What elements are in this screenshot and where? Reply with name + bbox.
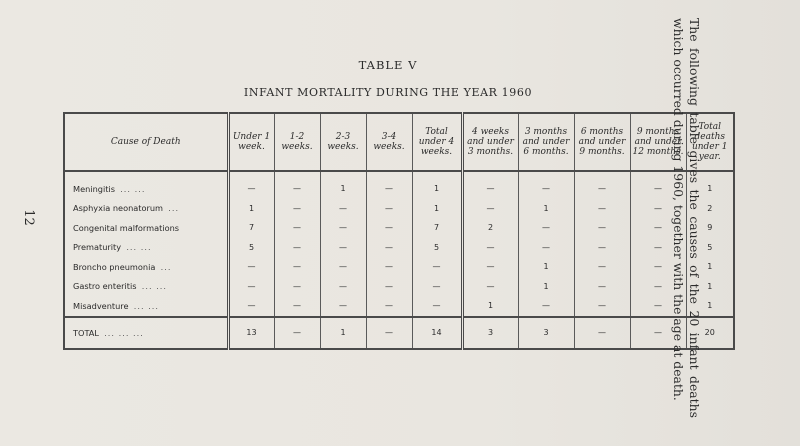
- value-cell: 3: [462, 317, 518, 349]
- value-cell: 9: [707, 223, 713, 233]
- value-cell: —: [274, 257, 320, 277]
- value-cell: —: [462, 257, 518, 277]
- value-cell: —: [574, 238, 630, 258]
- cause-label: Prematurity: [73, 242, 122, 253]
- value-cell: —: [228, 277, 274, 297]
- cause-cell: [64, 238, 228, 258]
- value-cell: —: [574, 317, 630, 349]
- page-number: 12: [20, 209, 36, 226]
- value-cell: 1: [707, 262, 713, 272]
- value-cell: 5: [228, 238, 274, 258]
- value-cell: 1: [320, 179, 366, 199]
- value-cell: —: [366, 277, 412, 297]
- value-cell: —: [630, 199, 686, 219]
- value-cell: 7: [412, 218, 462, 238]
- leader-dots: ...: [168, 203, 180, 214]
- value-cell: 1: [462, 296, 518, 317]
- value-cell: —: [228, 257, 274, 277]
- value-cell: —: [274, 179, 320, 199]
- cause-cell: [64, 179, 228, 199]
- cause-cell: [64, 218, 228, 238]
- table-row: [64, 179, 734, 199]
- value-cell: —: [630, 218, 686, 238]
- value-cell: 1: [412, 199, 462, 219]
- side-note: The following table gives the causes of the 20 infant deaths which occurred during 1960, together with the age at death.: [671, 18, 702, 418]
- value-cell: —: [574, 218, 630, 238]
- value-cell: 1: [707, 184, 713, 194]
- value-cell: —: [274, 218, 320, 238]
- value-cell: 3: [518, 317, 574, 349]
- value-cell: —: [630, 317, 686, 349]
- table-row: [64, 277, 734, 297]
- cause-label: Misadventure: [73, 300, 129, 311]
- value-cell: 1: [412, 179, 462, 199]
- cause-cell: [64, 277, 228, 297]
- table-row: [64, 218, 734, 238]
- table-header-row: [64, 113, 734, 171]
- value-cell: 7: [228, 218, 274, 238]
- value-cell: —: [518, 218, 574, 238]
- cause-cell: [64, 199, 228, 219]
- value-cell: —: [366, 317, 412, 349]
- cause-label: Meningitis: [73, 183, 115, 194]
- table-row: [64, 199, 734, 219]
- value-cell: —: [412, 277, 462, 297]
- header-9m-12m: 9 months and under 12 months.: [630, 113, 686, 171]
- header-3-4-weeks: 3-4 weeks.: [366, 113, 412, 171]
- value-cell: —: [274, 277, 320, 297]
- leader-dots: ... ... ...: [104, 327, 144, 338]
- value-cell: —: [366, 218, 412, 238]
- total-row: [64, 317, 734, 349]
- value-cell: 1: [518, 257, 574, 277]
- value-cell: —: [518, 296, 574, 317]
- value-cell: —: [412, 296, 462, 317]
- value-cell: —: [630, 179, 686, 199]
- cause-label: TOTAL: [73, 327, 99, 338]
- value-cell: —: [274, 238, 320, 258]
- value-cell: —: [518, 238, 574, 258]
- value-cell: 1: [228, 199, 274, 219]
- value-cell: 20: [686, 317, 734, 349]
- header-3m-6m: 3 months and under 6 months.: [518, 113, 574, 171]
- table-title: TABLE V: [358, 58, 418, 72]
- value-cell: 5: [412, 238, 462, 258]
- spacer-row: [64, 171, 734, 179]
- value-cell: —: [630, 296, 686, 317]
- header-total-under-4-weeks: Total under 4 weeks.: [412, 113, 462, 171]
- value-cell: 14: [412, 317, 462, 349]
- value-cell: —: [320, 277, 366, 297]
- value-cell: —: [518, 179, 574, 199]
- value-cell: 1: [707, 301, 713, 311]
- header-1-2-weeks: 1-2 weeks.: [274, 113, 320, 171]
- value-cell: —: [274, 317, 320, 349]
- header-2-3-weeks: 2-3 weeks.: [320, 113, 366, 171]
- value-cell: 2: [462, 218, 518, 238]
- value-cell: —: [574, 277, 630, 297]
- value-cell: 5: [707, 242, 713, 252]
- table-row: [64, 257, 734, 277]
- value-cell: —: [462, 199, 518, 219]
- value-cell: 1: [320, 317, 366, 349]
- cause-cell: [64, 257, 228, 277]
- value-cell: —: [274, 296, 320, 317]
- value-cell: 1: [707, 281, 713, 291]
- value-cell: —: [366, 238, 412, 258]
- table-row: [64, 238, 734, 258]
- header-total-under-1-year: Total deaths under 1 year.: [686, 113, 734, 171]
- cause-label: Broncho pneumonia: [73, 261, 156, 272]
- cause-label: Gastro enteritis: [73, 281, 137, 292]
- value-cell: —: [366, 179, 412, 199]
- value-cell: —: [228, 179, 274, 199]
- value-cell: —: [320, 296, 366, 317]
- cause-cell: [64, 296, 228, 317]
- cause-label: Asphyxia neonatorum: [73, 203, 164, 214]
- value-cell: —: [630, 238, 686, 258]
- header-6m-9m: 6 months and under 9 months.: [574, 113, 630, 171]
- value-cell: —: [320, 257, 366, 277]
- table-subtitle: INFANT MORTALITY DURING THE YEAR 1960: [243, 86, 533, 99]
- cause-cell: [64, 317, 228, 349]
- header-cause: Cause of Death: [64, 113, 228, 171]
- value-cell: —: [320, 218, 366, 238]
- value-cell: 2: [707, 203, 713, 213]
- leader-dots: ... ...: [126, 242, 152, 253]
- value-cell: —: [574, 296, 630, 317]
- header-under-1-week: Under 1 week.: [228, 113, 274, 171]
- value-cell: —: [366, 296, 412, 317]
- value-cell: —: [462, 179, 518, 199]
- header-4w-3m: 4 weeks and under 3 months.: [462, 113, 518, 171]
- leader-dots: ...: [160, 261, 172, 272]
- value-cell: —: [366, 257, 412, 277]
- value-cell: —: [462, 238, 518, 258]
- value-cell: —: [630, 257, 686, 277]
- value-cell: 1: [518, 199, 574, 219]
- value-cell: 1: [518, 277, 574, 297]
- value-cell: 13: [228, 317, 274, 349]
- value-cell: —: [574, 257, 630, 277]
- leader-dots: ... ...: [133, 300, 159, 311]
- value-cell: —: [228, 296, 274, 317]
- value-cell: —: [574, 199, 630, 219]
- value-cell: —: [630, 277, 686, 297]
- value-cell: —: [574, 179, 630, 199]
- leader-dots: ... ...: [141, 281, 167, 292]
- leader-dots: ... ...: [120, 183, 146, 194]
- cause-label: Congenital malformations: [73, 222, 180, 233]
- value-cell: —: [320, 199, 366, 219]
- table-row: [64, 296, 734, 317]
- value-cell: —: [274, 199, 320, 219]
- infant-mortality-table: [63, 112, 735, 350]
- value-cell: —: [320, 238, 366, 258]
- value-cell: —: [412, 257, 462, 277]
- value-cell: —: [462, 277, 518, 297]
- value-cell: —: [366, 199, 412, 219]
